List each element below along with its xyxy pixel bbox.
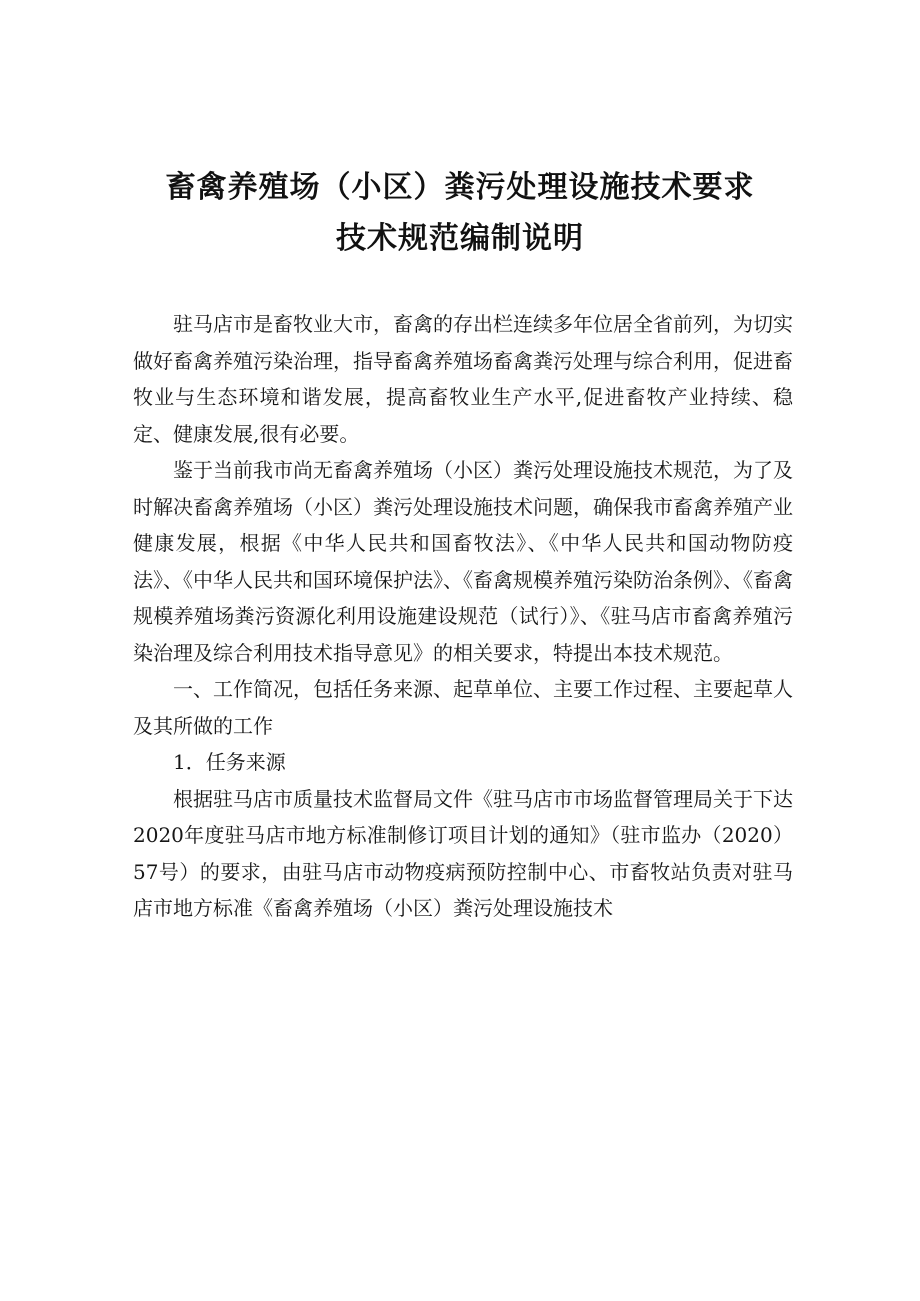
paragraph-background: 驻马店市是畜牧业大市，畜禽的存出栏连续多年位居全省前列，为切实做好畜禽养殖污染治理，指导畜禽养殖场畜禽粪污处理与综合利用，促进畜牧业与生态环境和谐发展，提高畜牧业生产水平,促进畜牧产业持续、稳定、健康发展,很有必要。 (133, 312, 793, 446)
document-body (133, 306, 793, 927)
subsection-heading-task-source: 1．任务来源 (173, 750, 286, 774)
document-title-line-1: 畜禽养殖场（小区）粪污处理设施技术要求 (165, 170, 755, 205)
paragraph-task-source: 根据驻马店市质量技术监督局文件《驻马店市市场监督管理局关于下达2020年度驻马店市地方标准制修订项目计划的通知》（驻市监办（2020）57号）的要求，由驻马店市动物疫病预防控制中心、市畜牧站负责对驻马店市地方标准《畜禽养殖场（小区）粪污处理设施技术 (133, 786, 793, 920)
document-title-line-2: 技术规范编制说明 (336, 221, 584, 256)
section-heading-work-overview: 一、工作简况，包括任务来源、起草单位、主要工作过程、主要起草人及其所做的工作 (133, 677, 793, 738)
paragraph-basis: 鉴于当前我市尚无畜禽养殖场（小区）粪污处理设施技术规范，为了及时解决畜禽养殖场（小区）粪污处理设施技术问题，确保我市畜禽养殖产业健康发展，根据《中华人民共和国畜牧法》、《中华人民共和国动物防疫法》、《中华人民共和国环境保护法》、《畜禽规模养殖污染防治条例》、《畜禽规模养殖场粪污资源化利用设施建设规范（试行）》、《驻马店市畜禽养殖污染治理及综合利用技术指导意见》的相关要求，特提出本技术规范。 (133, 458, 793, 665)
